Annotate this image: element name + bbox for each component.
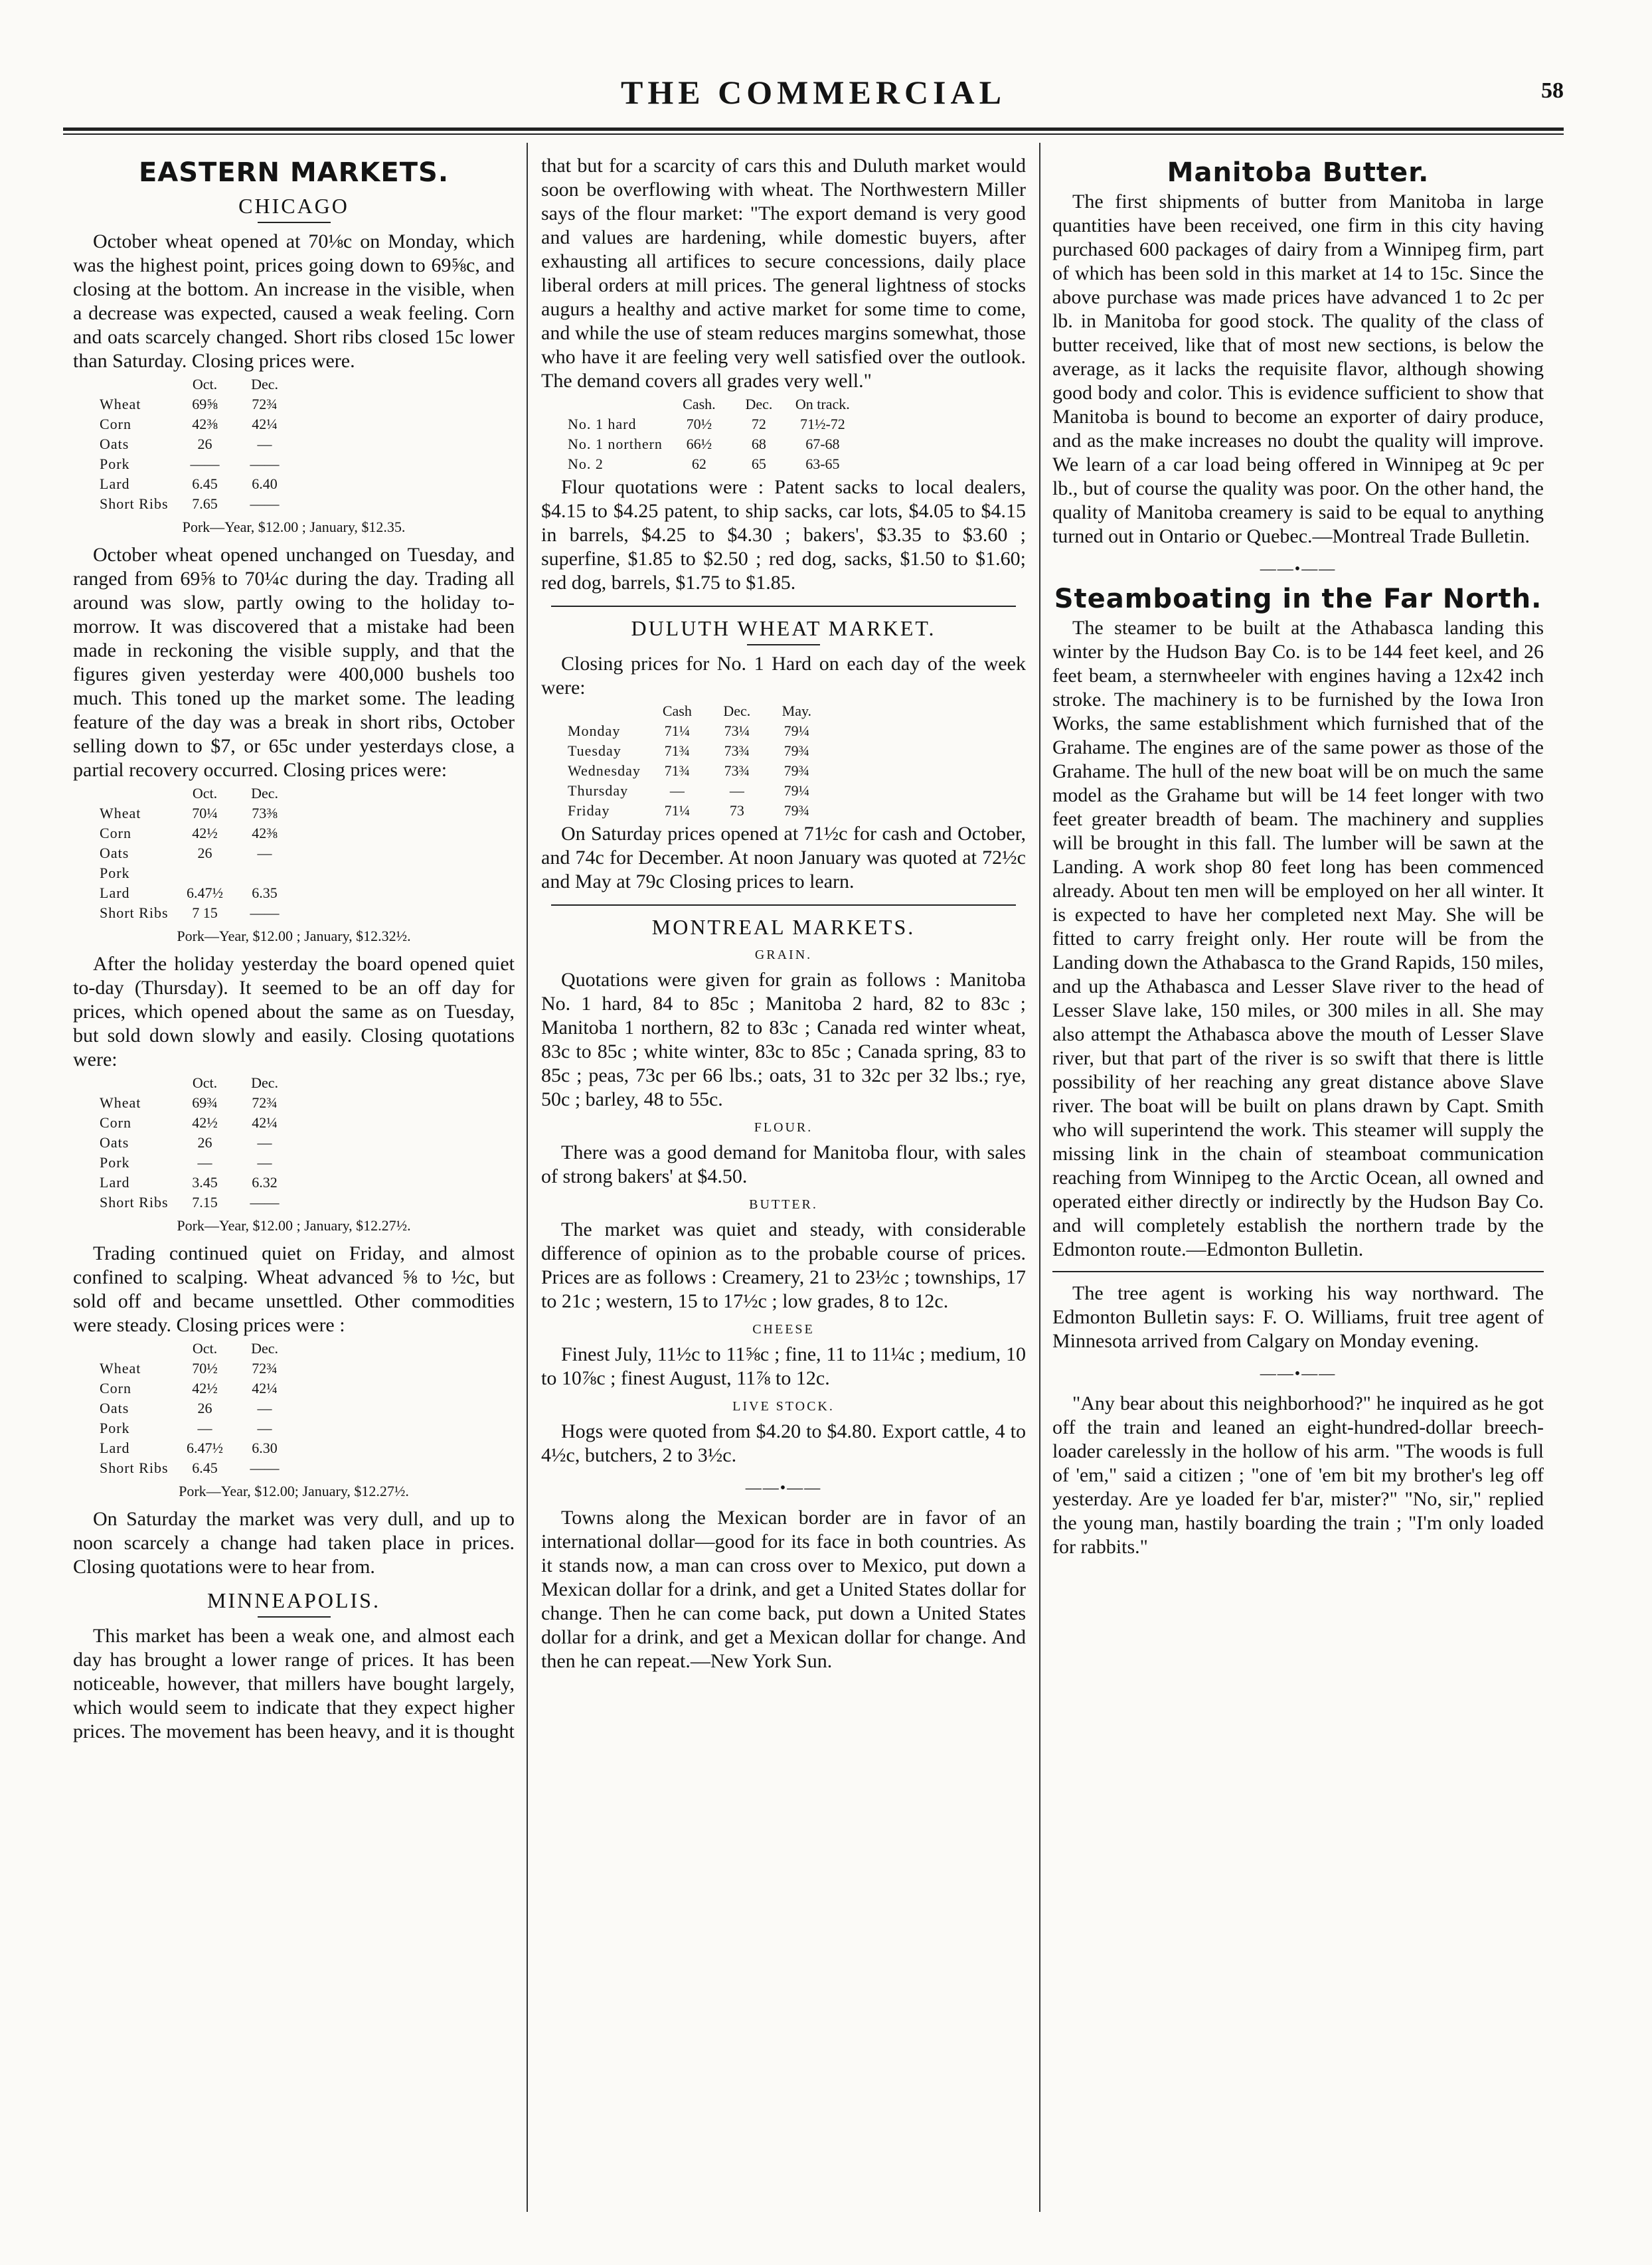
table-cell: 7.15 [192, 1194, 218, 1211]
table-row [93, 394, 295, 414]
table-row [561, 721, 827, 741]
table-cell: Wheat [100, 1094, 141, 1111]
table-cell: 6.45 [192, 475, 218, 492]
table-cell: 6.45 [192, 1460, 218, 1476]
table-cell: 73¾ [724, 742, 750, 759]
table-cell: 6.40 [252, 475, 278, 492]
table-cell: Wednesday [568, 762, 641, 779]
table-header-cell: Oct. [192, 1074, 218, 1091]
paragraph: There was a good demand for Manitoba flour, with sales of strong bakers' at $4.50. [541, 1141, 1026, 1187]
separator-ornament: ——•—— [1260, 560, 1337, 578]
table-cell: Oats [100, 1134, 129, 1151]
table-note: Pork—Year, $12.00 ; January, $12.32½. [177, 928, 411, 944]
price-table [93, 1339, 295, 1478]
table-header-cell: Oct. [192, 1340, 218, 1357]
table-cell: Short Ribs [100, 495, 169, 512]
paragraph: Flour quotations were : Patent sacks to local dealers, $4.15 to $4.25 patent, to ship sacks, car lots, $4.05 to $4.15 in barrels, $4.25 to $4.30 ; bakers', $3.35 to $3.60 ; superfine, $1.85 to $2.50 ; red dog, sacks, $1.50 to $1.60; red dog, barrels, $1.75 to $1.85. [541, 476, 1026, 594]
table-header-cell: On track. [795, 396, 850, 412]
table-cell: 71½-72 [799, 416, 845, 432]
price-table [93, 375, 295, 514]
page-header [63, 66, 1564, 113]
table-row [561, 801, 827, 821]
column-3 [1052, 154, 1544, 2205]
paragraph: Trading continued quiet on Friday, and almost confined to scalping. Wheat advanced ⅝ to ½c, but sold off and became unsettled. Other commodities were steady. Closing prices were : [73, 1242, 515, 1336]
table-cell: — [729, 782, 744, 799]
table-cell: 72¾ [252, 1360, 278, 1377]
section-heading: Manitoba Butter. [1167, 157, 1430, 188]
paragraph: Hogs were quoted from $4.20 to $4.80. Export cattle, 4 to 4½c, butchers, 2 to 3½c. [541, 1420, 1026, 1466]
table-header-cell [93, 1073, 175, 1093]
table-row [93, 863, 295, 883]
table-cell: 6.47½ [187, 884, 224, 901]
table-cell: —— [190, 456, 220, 472]
price-table [561, 394, 857, 474]
paragraph: On Saturday the market was very dull, and up to noon scarcely a change had taken place in prices. Closing quotations were to hear from. [73, 1508, 515, 1578]
table-cell: Friday [568, 802, 610, 819]
column-divider [1039, 143, 1040, 2212]
table-cell: 26 [197, 845, 212, 861]
table-cell: 71¾ [664, 742, 691, 759]
table-row [561, 741, 827, 761]
table-row [561, 781, 827, 801]
paragraph: Closing prices for No. 1 Hard on each day of the week were: [541, 653, 1026, 699]
short-rule [258, 222, 331, 223]
table-row [93, 903, 295, 923]
table-row [93, 494, 295, 514]
section-rule [551, 606, 1016, 607]
table-cell: Wheat [100, 1360, 141, 1377]
table-cell: Oats [100, 1400, 129, 1416]
table-header-cell: Dec. [745, 396, 773, 412]
table-cell: Pork [100, 456, 130, 472]
page-number: 58 [1541, 78, 1564, 103]
table-header-cell: Dec. [251, 376, 278, 392]
table-cell: 73 [729, 802, 744, 819]
table-note: Pork—Year, $12.00; January, $12.27½. [179, 1483, 409, 1499]
table-cell: 42½ [192, 825, 218, 841]
table-row [561, 761, 827, 781]
separator-ornament: ——•—— [1260, 1365, 1337, 1383]
table-header-row [93, 784, 295, 803]
table-cell: Oats [100, 845, 129, 861]
table-cell: Wheat [100, 805, 141, 821]
table-cell: — [257, 1400, 272, 1416]
price-table [93, 1073, 295, 1213]
table-cell: Corn [100, 825, 131, 841]
table-cell: No. 1 northern [568, 436, 663, 452]
paragraph: that but for a scarcity of cars this and Duluth market would soon be overflowing with wheat. The Northwestern Miller says of the flour market: "The export demand is very good and values are hardening, while domestic buyers, after exhausting all artifices to secure concessions, daily place liberal orders at mill prices. The general lightness of stocks augurs a healthy and active market for some time to come, and while the use of steam reduces margins somewhat, those who have it are feeling very well satisfied over the outlook. The demand covers all grades very well." [541, 155, 1026, 392]
table-cell: — [197, 1154, 212, 1171]
table-cell: 70½ [686, 416, 712, 432]
table-cell: 68 [751, 436, 766, 452]
masthead: THE COMMERCIAL [621, 74, 1006, 111]
table-row [93, 1359, 295, 1379]
table-cell: 65 [751, 456, 766, 472]
table-cell: 26 [197, 436, 212, 452]
table-row [93, 823, 295, 843]
table-cell: Pork [100, 865, 130, 881]
header-rule-thin [63, 133, 1564, 135]
table-cell: — [257, 1154, 272, 1171]
table-row [561, 434, 857, 454]
table-header-cell [93, 1339, 175, 1359]
table-header-row [93, 1073, 295, 1093]
table-cell: 72 [751, 416, 766, 432]
table-cell: 7.65 [192, 495, 218, 512]
table-cell: — [257, 436, 272, 452]
paragraph: This market has been a weak one, and almost each day has brought a lower range of prices. It has been noticeable, however, that millers have bought largely, which would seem to indicate that they expect higher prices. The movement has been heavy, and it is thought [73, 1625, 515, 1742]
paragraph: The steamer to be built at the Athabasca landing this winter by the Hudson Bay Co. is to be 144 feet keel, and 26 feet beam, a sternwheeler with engines having a 12x42 inch stroke. The machinery is to be furnished by the Iowa Iron Works, the same establishment which furnished that of the Grahame. The engines are of the same power as those of the Grahame. The hull of the new boat will be on much the same model as the Grahame but will be 14 feet longer with two feet greater breadth of beam. The machinery and supplies will be brought in this fall. The lumber will be sawn at the Landing. A work shop 80 feet long has been commenced already. About ten men will be employed on her all winter. It is expected to have her completed next May. She will be fitted to carry freight only. Her route will be from the Landing down the Athabasca to the Grand Rapids, 150 miles, and up the Athabasca and Lesser Slave river to the head of Lesser Slave lake, 150 miles, or 300 miles in all. She may also attempt the Athabasca above the mouth of Lesser Slave river, but that part of the river is so swift that there is little possibility of her reaching any great distance above Slave river. The boat will be built on plans drawn by Capt. Smith who will superintend the work. This steamer will supply the missing link in the chain of steamboat communication reaching from Winnipeg to the Arctic Ocean, all owned and operated either directly or indirectly by the Hudson Bay Co. and will completely establish the northern trade by the Edmonton route.—Edmonton Bulletin. [1052, 617, 1544, 1260]
table-cell: Lard [100, 1440, 130, 1456]
category-heading: BUTTER. [749, 1197, 818, 1212]
table-row [93, 1458, 295, 1478]
section-rule [551, 904, 1016, 906]
short-rule [747, 644, 820, 645]
table-header-cell: May. [782, 703, 812, 719]
section-subheading: MONTREAL MARKETS. [651, 915, 916, 939]
table-cell: — [669, 782, 685, 799]
table-cell: 79¼ [784, 782, 810, 799]
table-cell: 67-68 [805, 436, 840, 452]
table-cell: Oats [100, 436, 129, 452]
section-heading: EASTERN MARKETS. [138, 157, 450, 188]
table-header-row [93, 1339, 295, 1359]
table-cell: 79¾ [784, 802, 810, 819]
table-cell: —— [250, 1194, 280, 1211]
table-cell: Lard [100, 475, 130, 492]
table-cell: Lard [100, 1174, 130, 1191]
table-header-cell: Oct. [192, 785, 218, 801]
table-row [93, 454, 295, 474]
table-header-cell: Dec. [251, 1340, 278, 1357]
table-cell: 73¾ [724, 762, 750, 779]
table-cell: Short Ribs [100, 904, 169, 921]
table-note: Pork—Year, $12.00 ; January, $12.35. [182, 519, 406, 535]
table-cell: Pork [100, 1420, 130, 1436]
table-cell: 63-65 [805, 456, 840, 472]
table-row [93, 1438, 295, 1458]
table-header-cell: Dec. [251, 785, 278, 801]
table-row [93, 1398, 295, 1418]
table-cell: 73⅜ [252, 805, 278, 821]
table-cell: Corn [100, 416, 131, 432]
table-cell: Corn [100, 1114, 131, 1131]
table-cell: 71¼ [664, 802, 691, 819]
table-row [561, 454, 857, 474]
table-header-cell: Dec. [251, 1074, 278, 1091]
table-cell: 73¼ [724, 722, 750, 739]
table-cell: Monday [568, 722, 621, 739]
table-cell: Wheat [100, 396, 141, 412]
table-row [93, 1133, 295, 1153]
table-cell: 79¾ [784, 742, 810, 759]
table-row [93, 1193, 295, 1213]
section-subheading: DULUTH WHEAT MARKET. [631, 616, 936, 640]
table-cell: — [257, 1134, 272, 1151]
category-heading: FLOUR. [754, 1120, 813, 1135]
section-heading: Steamboating in the Far North. [1054, 584, 1542, 614]
table-cell: 42¼ [252, 1380, 278, 1396]
paragraph: Quotations were given for grain as follows : Manitoba No. 1 hard, 84 to 85c ; Manitoba 2 hard, 82 to 83c ; Manitoba 1 northern, 82 to 83c ; Canada red winter wheat, 83c to 85c ; white winter, 83c to 85c ; Canada spring, 83 to 85c ; peas, 73c per 66 lbs.; oats, 31 to 32c per 32 lbs.; rye, 50c ; barley, 48 to 55c. [541, 969, 1026, 1110]
table-cell: 42¼ [252, 1114, 278, 1131]
table-cell: 70½ [192, 1360, 218, 1377]
paragraph: The market was quiet and steady, with considerable difference of opinion as to the probable course of prices. Prices are as follows : Creamery, 21 to 23½c ; townships, 17 to 21c ; western, 15 to 17½c ; low grades, 8 to 12c. [541, 1218, 1026, 1312]
section-rule [1052, 1271, 1544, 1272]
table-row [93, 843, 295, 863]
column-1 [73, 154, 515, 2205]
table-cell: Pork [100, 1154, 130, 1171]
table-cell: 42⅜ [192, 416, 218, 432]
table-cell: No. 1 hard [568, 416, 637, 432]
table-cell: 6.32 [252, 1174, 278, 1191]
section-subheading: CHICAGO [238, 194, 349, 218]
table-cell: —— [250, 495, 280, 512]
table-cell: Short Ribs [100, 1194, 169, 1211]
table-row [93, 1113, 295, 1133]
table-row [93, 1379, 295, 1398]
header-rule [63, 127, 1564, 131]
table-header-row [93, 375, 295, 394]
table-row [561, 414, 857, 434]
table-cell: 79¾ [784, 762, 810, 779]
table-header-cell [93, 784, 175, 803]
table-cell: 72¾ [252, 396, 278, 412]
table-cell: — [257, 1420, 272, 1436]
table-row [93, 803, 295, 823]
table-row [93, 414, 295, 434]
table-row [93, 434, 295, 454]
category-heading: CHEESE [752, 1322, 815, 1337]
table-cell: — [257, 845, 272, 861]
paragraph: October wheat opened at 70⅛c on Monday, which was the highest point, prices going down to 69⅝c, and closing at the bottom. An increase in the visible, when a decrease was expected, caused a weak feeling. Corn and oats scarcely changed. Short ribs closed 15c lower than Saturday. Closing prices were. [73, 230, 515, 372]
paragraph: October wheat opened unchanged on Tuesday, and ranged from 69⅝ to 70¼c during the day. Trading all around was slow, partly owing to the holiday to-morrow. It was discovered that a mistake had been made in reckoning the visible supply, and that the figures given yesterday were 400,000 bushels too much. This toned up the market some. The leading feature of the day was a break in short ribs, October selling down to $7, or 65c under yesterdays close, a partial recovery occurred. Closing prices were: [73, 544, 515, 781]
table-cell: 70¼ [192, 805, 218, 821]
table-note: Pork—Year, $12.00 ; January, $12.27½. [177, 1217, 411, 1234]
table-header-cell: Cash. [683, 396, 716, 412]
table-cell [235, 863, 295, 883]
short-rule [258, 1616, 331, 1618]
category-heading: LIVE STOCK. [732, 1399, 835, 1414]
table-cell: 71¾ [664, 762, 691, 779]
table-cell: 3.45 [192, 1174, 218, 1191]
column-2 [541, 154, 1026, 2205]
table-header-cell [561, 701, 647, 721]
table-row [93, 1418, 295, 1438]
table-cell: —— [250, 1460, 280, 1476]
table-cell: 69¾ [192, 1094, 218, 1111]
table-cell: No. 2 [568, 456, 604, 472]
table-header-cell [93, 375, 175, 394]
table-cell: 69⅝ [192, 396, 218, 412]
paragraph: Towns along the Mexican border are in favor of an international dollar—good for its face in both countries. As it stands now, a man can cross over to Mexico, put down a Mexican dollar for a drink, and get a United States dollar for change. Then he can come back, put down a United States dollar for a drink, and get a Mexican dollar for change. And then he can repeat.—New York Sun. [541, 1507, 1026, 1672]
table-cell: 79¼ [784, 722, 810, 739]
table-row [93, 1173, 295, 1193]
table-cell: —— [250, 904, 280, 921]
table-cell: 26 [197, 1134, 212, 1151]
table-cell: Corn [100, 1380, 131, 1396]
column-divider [527, 143, 528, 2212]
table-cell: 7 15 [192, 904, 218, 921]
table-cell: 42½ [192, 1380, 218, 1396]
table-header-cell: Oct. [192, 376, 218, 392]
table-cell: 71¼ [664, 722, 691, 739]
table-header-cell: Cash [662, 703, 692, 719]
table-cell: 66½ [686, 436, 712, 452]
price-table [93, 784, 295, 923]
table-cell: 72¾ [252, 1094, 278, 1111]
paragraph: The tree agent is working his way northward. The Edmonton Bulletin says: F. O. Williams, fruit tree agent of Minnesota arrived from Calgary on Monday evening. [1052, 1282, 1544, 1352]
price-table [561, 701, 827, 821]
paragraph: Finest July, 11½c to 11⅝c ; fine, 11 to 11¼c ; medium, 10 to 10⅞c ; finest August, 11⅞ to 12c. [541, 1343, 1026, 1389]
table-cell: Short Ribs [100, 1460, 169, 1476]
paragraph: After the holiday yesterday the board opened quiet to-day (Thursday). It seemed to be an off day for prices, which opened about the same as on Tuesday, but sold down slowly and easily. Closing quotations were: [73, 953, 515, 1070]
separator-ornament: ——•—— [745, 1479, 822, 1497]
table-cell: Tuesday [568, 742, 621, 759]
paragraph: "Any bear about this neighborhood?" he inquired as he got off the train and leaned an eight-hundred-dollar breech-loader carelessly in the hollow of his arm. "The woods is full of 'em," said a citizen ; "one of 'em bit my brother's leg off yesterday. Are ye loaded fer b'ar, mister?" "No, sir," replied the young man, hastily boarding the train ; "I'm only loaded for rabbits." [1052, 1392, 1544, 1558]
table-row [93, 883, 295, 903]
table-cell: 42⅜ [252, 825, 278, 841]
table-cell: 6.30 [252, 1440, 278, 1456]
section-subheading: MINNEAPOLIS. [207, 1588, 380, 1612]
table-header-row [561, 394, 857, 414]
table-row [93, 474, 295, 494]
table-cell [175, 863, 235, 883]
table-header-row [561, 701, 827, 721]
table-header-cell [561, 394, 669, 414]
table-cell: Thursday [568, 782, 629, 799]
table-cell: —— [250, 456, 280, 472]
table-cell: 6.47½ [187, 1440, 224, 1456]
table-cell: 26 [197, 1400, 212, 1416]
table-cell: 42½ [192, 1114, 218, 1131]
table-cell: Lard [100, 884, 130, 901]
table-cell: 62 [691, 456, 706, 472]
category-heading: GRAIN. [754, 948, 813, 962]
table-cell: — [197, 1420, 212, 1436]
paragraph: The first shipments of butter from Manitoba in large quantities have been received, one firm in this city having purchased 600 packages of dairy from a Winnipeg firm, part of which has been sold in this market at 14 to 15c. Since the above purchase was made prices have advanced 1 to 2c per lb. in Manitoba for good stock. The quality of the class of butter received, like that of most new sections, is below the average, as it lacks the requisite flavor, although showing good body and color. This is evidence sufficient to show that Manitoba is bound to become an exporter of dairy produce, and as the make increases no doubt the quality will improve. We learn of a car load being offered in Winnipeg at 9c per lb., but of course the quality was poor. On the other hand, the quality of Manitoba creamery is said to be equal to anything turned out in Ontario or Quebec.—Montreal Trade Bulletin. [1052, 191, 1544, 547]
table-row [93, 1153, 295, 1173]
table-cell: 6.35 [252, 884, 278, 901]
table-cell: 42¼ [252, 416, 278, 432]
paragraph: On Saturday prices opened at 71½c for cash and October, and 74c for December. At noon January was quoted at 72½c and May at 79c Closing prices to learn. [541, 823, 1026, 892]
table-header-cell: Dec. [723, 703, 751, 719]
table-row [93, 1093, 295, 1113]
